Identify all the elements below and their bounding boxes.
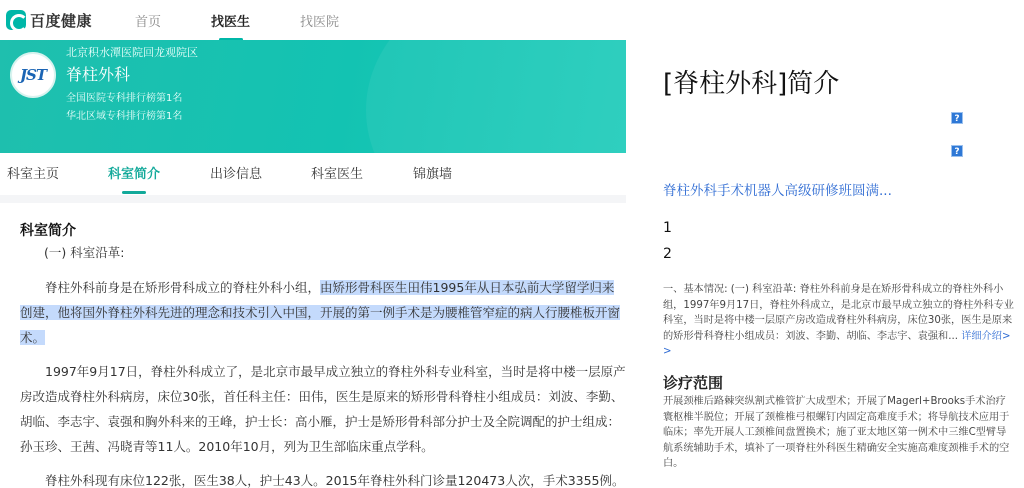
panel-title: [脊柱外科]简介: [663, 69, 840, 99]
tab-home[interactable]: 科室主页: [7, 167, 60, 182]
brand-name: 百度健康: [30, 11, 93, 30]
rank-region: 华北区域专科排行榜第1名: [66, 111, 183, 122]
rank-national: 全国医院专科排行榜第1名: [66, 93, 183, 104]
nav-find-hospital[interactable]: 找医院: [300, 15, 340, 30]
nav-find-doctor[interactable]: 找医生: [211, 11, 250, 30]
highlighted-text: 由矫形骨科医生田伟1995年从日本弘前大学留学归来创建，他将国外脊柱外科先进的理念和技术引入中国，开展的第一例手术是为腰椎管窄症的病人行腰椎板开窗术。: [20, 280, 621, 345]
intro-content: [20, 220, 626, 488]
intro-paragraph-3: 脊柱外科现有床位122张，医生38人，护士43人。2015年脊柱外科门诊量120473人次，手术3355例。: [45, 473, 625, 488]
section-subtitle: (一) 科室沿革:: [44, 245, 125, 260]
hospital-logo-text: JST: [19, 66, 47, 84]
list-number: 1: [663, 220, 672, 236]
summary-text: [663, 282, 1015, 360]
help-icon[interactable]: ?: [951, 112, 963, 124]
tab-schedule[interactable]: 出诊信息: [210, 167, 263, 182]
intro-paragraph-1: [20, 275, 626, 350]
department-tabs: [0, 153, 626, 195]
more-link[interactable]: 详细介绍>>: [663, 330, 1011, 357]
scope-text: 开展颈椎后路棘突纵割式椎管扩大成型术；开展了Magerl+Brooks手术治疗寰枢椎半脱位；开展了颈椎椎弓根螺钉内固定高难度手术；将导航技术应用于临床；率先开展人工颈椎间盘置换术；施了亚太地区第一例术中三维C型臂导航系统辅助手术，填补了一项脊柱外科医生精确安全实施高难度颈椎手术的空白。: [663, 396, 1010, 469]
department-banner: [0, 40, 626, 153]
section-title: 科室简介: [20, 223, 76, 239]
list-number: 2: [663, 246, 672, 262]
tab-intro[interactable]: 科室简介: [108, 163, 160, 182]
divider: [0, 195, 626, 203]
top-nav: [0, 0, 632, 40]
hospital-logo: [10, 52, 56, 98]
news-link[interactable]: 脊柱外科手术机器人高级研修班圆满...: [663, 183, 892, 199]
baidu-health-logo-icon: [6, 10, 26, 30]
scope-title: 诊疗范围: [663, 374, 724, 392]
help-icon[interactable]: ?: [951, 145, 963, 157]
nav-home[interactable]: 首页: [135, 15, 162, 30]
tab-doctors[interactable]: 科室医生: [311, 167, 364, 182]
intro-paragraph-2: 1997年9月17日，脊柱外科成立了，是北京市最早成立独立的脊柱外科专业科室，当时是将中楼一层原产房改造成脊柱外科病房，床位30张，首任科主任：田伟，医生是原来的矫形骨科脊柱小组成员：刘波、李勤、胡临、李志宇、袁强和胸外科来的王峰，护士长：高小雁，护士是矫形骨科部分护士及全院调配的护士组成：孙玉珍、王茜、冯晓青等11人。2010年10月，列为卫生部临床重点学科。: [20, 364, 626, 454]
department-name: 脊柱外科: [66, 65, 131, 84]
brand-logo[interactable]: [6, 10, 92, 31]
hospital-name[interactable]: 北京积水潭医院回龙观院区: [66, 46, 198, 59]
summary-body: 一、基本情况: (一) 科室沿革: 脊柱外科前身是在矫形骨科成立的脊柱外科小组，1997年9月17日，脊柱外科成立，是北京市最早成立独立的脊柱外科专业科室，当时是将中楼一层原产房改造成脊柱外科病房，床位30张，医生是原来的矫形骨科脊柱小组成员：刘波、李勤、胡临、李志宇、袁强和...: [663, 284, 1014, 342]
paragraph-text: 脊柱外科前身是在矫形骨科成立的脊柱外科小组，: [45, 280, 321, 295]
tab-banners[interactable]: 锦旗墙: [413, 167, 453, 182]
